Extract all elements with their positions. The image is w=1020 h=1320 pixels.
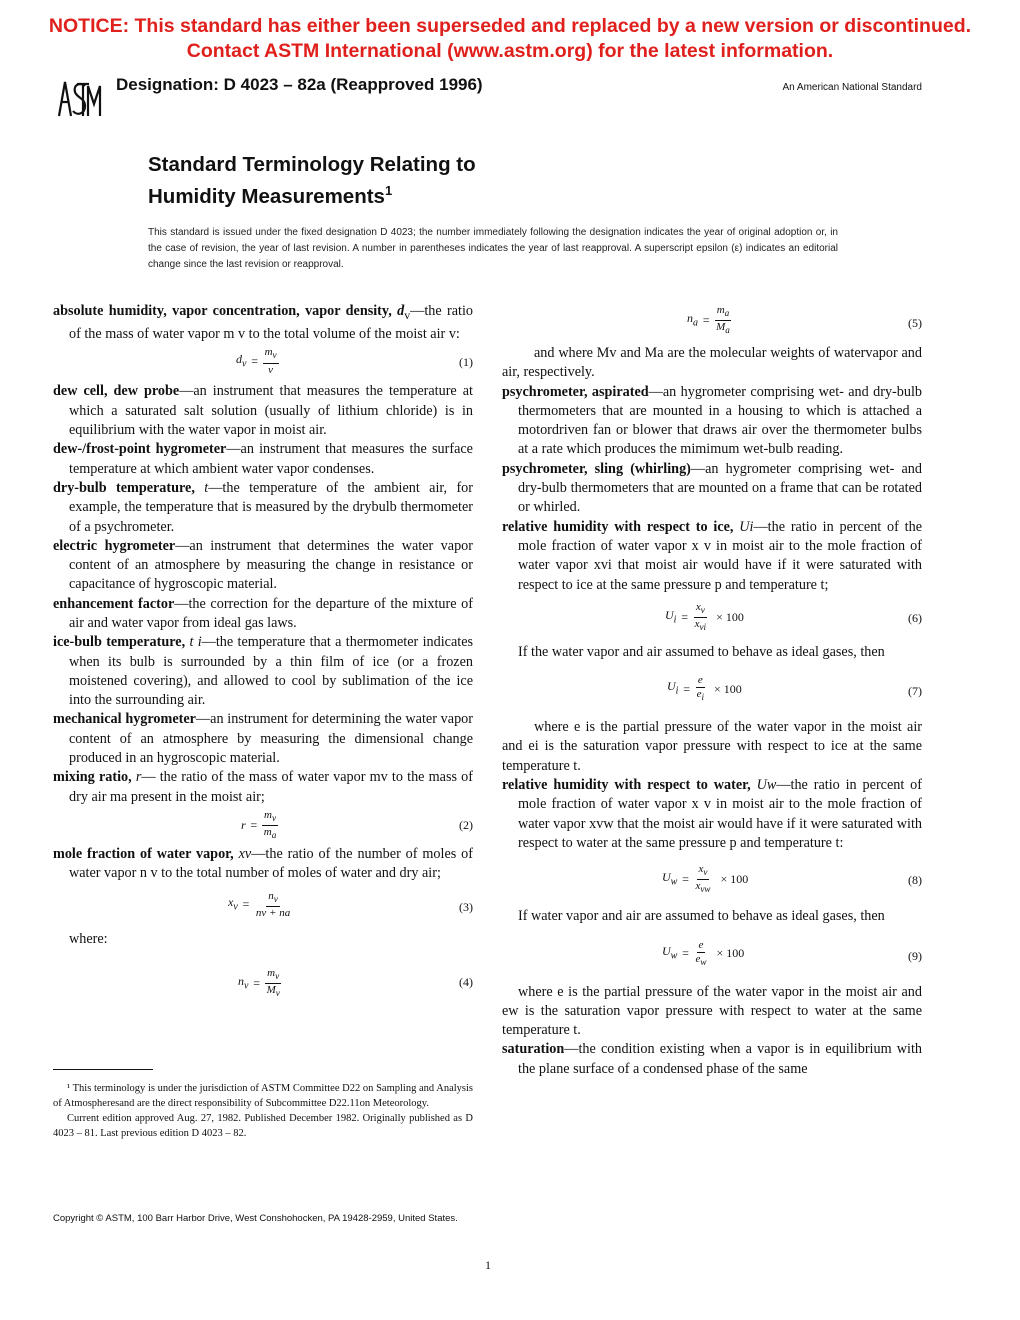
footnote-1: ¹ This terminology is under the jurisdiction of ASTM Committee D22 on Sampling and Analysis of Atmospheresand are the direct responsibility of Subcommittee D22.11on Meteorology.	[53, 1083, 473, 1109]
equation-5: $n_a$ = $\frac{m_a}{M_a}$ (5)	[687, 304, 922, 336]
footnotes	[53, 1081, 473, 1141]
ideal-gas-text-1: If the water vapor and air assumed to behave as ideal gases, then	[518, 643, 885, 660]
footnote-rule	[53, 1069, 153, 1070]
term-dew-cell: dew cell, dew probe—an instrument that measures the temperature at which a saturated salt solution (usually of lithium chloride) is in equilibrium with the water vapor in moist air.	[53, 383, 473, 439]
page-number: 1	[485, 1258, 491, 1272]
term-mixing-ratio: mixing ratio, r— the ratio of the mass of water vapor mv to the mass of dry air ma present in the moist air;	[53, 769, 473, 805]
where-label: where:	[69, 930, 108, 947]
term-relative-humidity-water: relative humidity with respect to water, Uw—the ratio in percent of mole fraction of water vapor x v in moist air to the mole fraction of water vapor xvw that the moist air would have if it were saturated with respect to water at the same pressure p and temperature t:	[502, 777, 923, 851]
equation-4: $n_v$ = $\frac{m_v}{M_v}$ (4)	[238, 966, 473, 999]
equation-9: $U_w$ = $\frac{e}{e_w}$ × 100 (9)	[662, 938, 922, 967]
superseded-notice	[0, 14, 1020, 64]
where-text-7: where e is the partial pressure of the water vapor in the moist air and ei is the saturation vapor pressure with respect to ice at the same temperature t.	[502, 719, 922, 774]
designation: Designation: D 4023 – 82a (Reapproved 1996)	[116, 75, 483, 94]
term-ice-bulb-temperature: ice-bulb temperature, t i—the temperature that a thermometer indicates when its bulb is surrounded by a thin film of ice (or a frozen moistened covering), and allowed to cool by sublimation of the ice into the surrounding air.	[53, 634, 474, 709]
title-line-2: Humidity Measurements$^1$	[148, 183, 393, 208]
astm-logo-icon	[55, 78, 103, 118]
issuance-statement: This standard is issued under the fixed designation D 4023; the number immediately following the designation indicates the year of original adoption or, in the case of revision, the year of last revision. A number in parentheses indicates the year of last reapproval. A superscript epsilon (ε) indicates an editorial change since the last revision or reapproval.	[148, 227, 838, 270]
term-psychrometer-sling: psychrometer, sling (whirling)—an hygrometer comprising wet- and dry-bulb thermometers that are mounted on a frame that can be rotated or whirled.	[502, 460, 922, 516]
term-mole-fraction: mole fraction of water vapor, xv—the ratio of the number of moles of water vapor n v to the total number of moles of water and dry air;	[53, 845, 473, 882]
right-column	[502, 302, 922, 1079]
where-text-9: where e is the partial pressure of the water vapor in the moist air and ew is the saturation vapor pressure with respect to water at the same temperature t.	[502, 983, 922, 1039]
equation-3: $x_v$ = $\frac{n_v}{nv + na}$ (3)	[228, 889, 473, 919]
national-standard-label: An American National Standard	[782, 82, 922, 93]
term-psychrometer-aspirated: psychrometer, aspirated—an hygrometer comprising wet- and dry-bulb thermometers that are mounted in a housing to which is attached a motordriven fan or blower that draws air over the thermometer bulbs at a rate which produces the mimimum wet-bulb reading.	[502, 383, 922, 458]
footnote-2: Current edition approved Aug. 27, 1982. Published December 1982. Originally published as D 4023 – 81. Last previous edition D 4023 – 82.	[53, 1113, 473, 1139]
equation-6: $U_i$ = $\frac{x_v}{x_{vi}}$ × 100 (6)	[665, 600, 922, 633]
term-dry-bulb-temperature: dry-bulb temperature, t—the temperature of the ambient air, for example, the temperature that is measured by the drybulb thermometer of a psychrometer.	[53, 479, 474, 535]
and-where-text: and where Mv and Ma are the molecular weights of watervapor and air, respectively.	[502, 345, 922, 381]
title-line-1: Standard Terminology Relating to	[148, 153, 476, 176]
ideal-gas-text-2: If water vapor and air are assumed to behave as ideal gases, then	[518, 908, 885, 925]
term-dew-frost-point-hygrometer: dew-/frost-point hygrometer—an instrument that measures the surface temperature at which ambient water vapor condenses.	[53, 441, 473, 477]
term-enhancement-factor: enhancement factor—the correction for the departure of the mixture of air and water vapor from ideal gas laws.	[53, 595, 473, 631]
term-absolute-humidity: absolute humidity, vapor concentration, vapor density, $d_v—the$ ratio of the mass of water vapor m v to the total volume of the moist air v:	[53, 303, 473, 343]
equation-8: $U_w$ = $\frac{x_v}{x_{vw}}$ × 100 (8)	[662, 863, 922, 895]
notice-line-2: Contact ASTM International (www.astm.org) for the latest information.	[186, 40, 834, 62]
term-electric-hygrometer: electric hygrometer—an instrument that determines the water vapor content of an atmosphere by measuring the change in resistance or capacitance of hygroscopic material.	[53, 537, 473, 593]
left-column	[53, 302, 473, 1005]
equation-7: $U_i$ = $\frac{e}{e_i}$ × 100 (7)	[667, 674, 922, 703]
page-title	[148, 152, 476, 210]
term-mechanical-hygrometer: mechanical hygrometer—an instrument for determining the water vapor content of an atmosphere by measuring the dimensional change produced in an hygroscopic material.	[53, 711, 473, 767]
copyright-line: Copyright © ASTM, 100 Barr Harbor Drive, West Conshohocken, PA 19428-2959, United States.	[53, 1213, 458, 1224]
term-saturation: saturation—the condition existing when a vapor is in equilibrium with the plane surface of a condensed phase of the same	[502, 1041, 922, 1077]
term-relative-humidity-ice: relative humidity with respect to ice, Ui—the ratio in percent of the mole fraction of water vapor x v in moist air to the mole fraction of water vapor xvi that moist air would have if it were saturated with respect to ice at the same pressure p and temperature t;	[502, 518, 923, 593]
equation-2: r = $\frac{m_v}{m_a}$ (2)	[241, 808, 473, 841]
notice-line-1: NOTICE: This standard has either been superseded and replaced by a new version or discontinued.	[48, 15, 972, 37]
equation-1: $d_v$ = $\frac{m_v}{v}$ (1)	[236, 346, 473, 376]
